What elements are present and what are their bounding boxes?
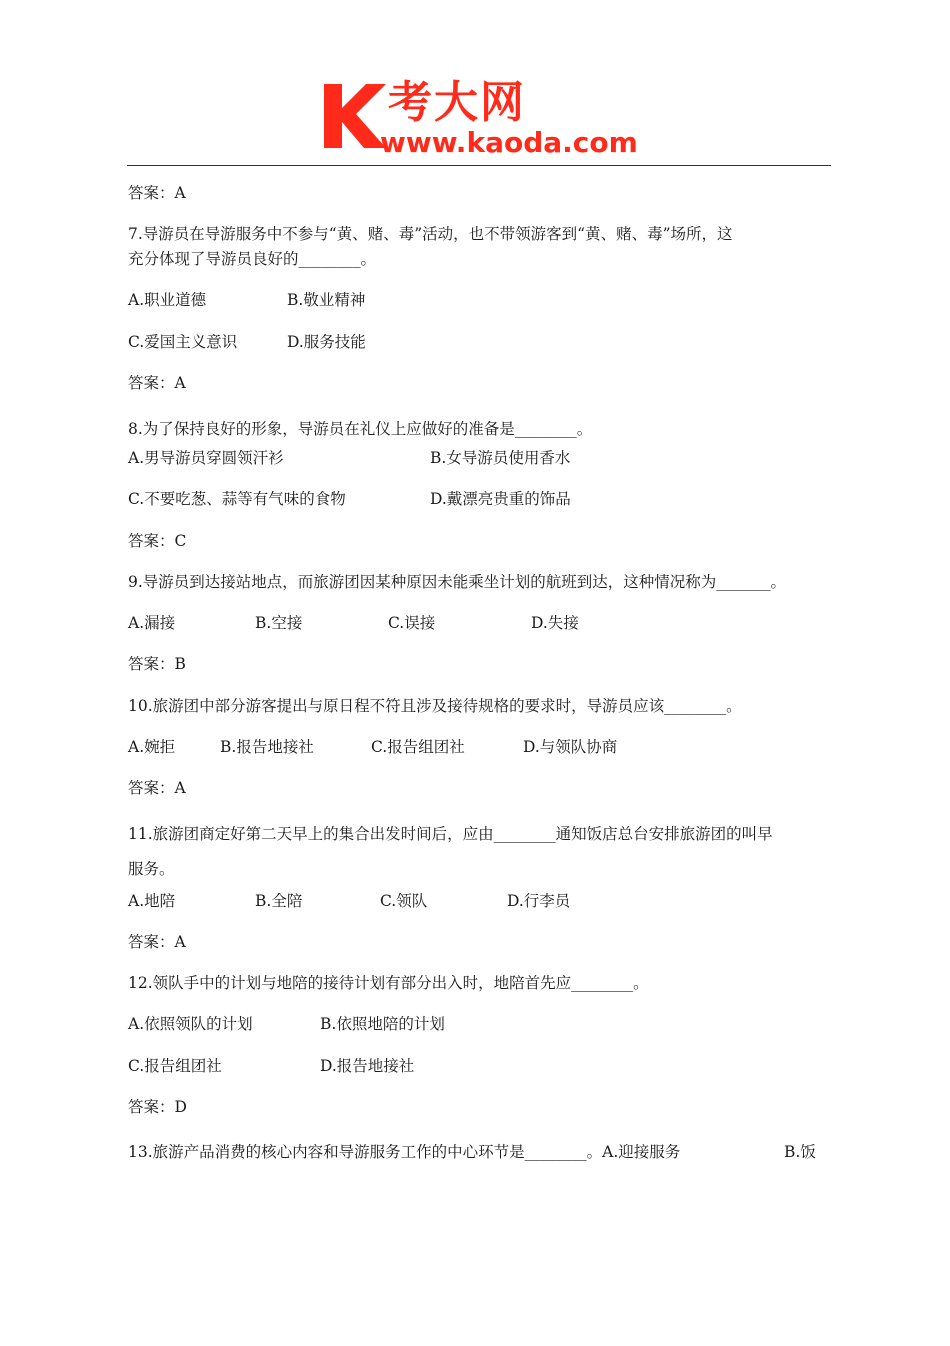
- q12-option-d: D.报告地接社: [320, 1057, 415, 1075]
- q7-line2: 充分体现了导游员良好的________。: [128, 250, 377, 268]
- q7-option-c: C.爱国主义意识: [128, 333, 238, 351]
- q13-option-b: B.饭: [784, 1143, 816, 1161]
- q12-option-c: C.报告组团社: [128, 1057, 222, 1075]
- q10-line1: 10.旅游团中部分游客提出与原日程不符且涉及接待规格的要求时，导游员应该________。: [128, 697, 742, 715]
- q11-option-a: A.地陪: [128, 892, 176, 910]
- q9-line1: 9.导游员到达接站地点，而旅游团因某种原因未能乘坐计划的航班到达，这种情况称为_______。: [128, 573, 787, 591]
- q8-option-d: D.戴漂亮贵重的饰品: [430, 490, 571, 508]
- q13-line1: 13.旅游产品消费的核心内容和导游服务工作的中心环节是________。A.迎接服务: [128, 1143, 681, 1161]
- answer-q6: 答案：A: [128, 184, 186, 202]
- q11-option-d: D.行李员: [507, 892, 571, 910]
- q8-option-c: C.不要吃葱、蒜等有气味的食物: [128, 490, 346, 508]
- q7-option-a: A.职业道德: [128, 291, 207, 309]
- answer-q8: 答案：C: [128, 532, 187, 550]
- header-divider: [127, 165, 831, 166]
- logo-chinese-text: 考大网: [388, 77, 526, 128]
- q7-line1: 7.导游员在导游服务中不参与“黄、赌、毒”活动，也不带领游客到“黄、赌、毒”场所，这: [128, 225, 733, 243]
- q12-option-a: A.依照领队的计划: [128, 1015, 253, 1033]
- q10-option-b: B.报告地接社: [220, 738, 314, 756]
- q11-option-b: B.全陪: [255, 892, 303, 910]
- answer-q10: 答案：A: [128, 779, 186, 797]
- q9-option-c: C.误接: [388, 614, 436, 632]
- q10-option-c: C.报告组团社: [371, 738, 465, 756]
- q12-option-b: B.依照地陪的计划: [320, 1015, 445, 1033]
- q9-option-b: B.空接: [255, 614, 303, 632]
- answer-q7: 答案：A: [128, 374, 186, 392]
- q11-line2: 服务。: [128, 860, 175, 878]
- kaoda-logo: [320, 78, 650, 160]
- logo-url-text: www.kaoda.com: [380, 126, 638, 159]
- q8-line1: 8.为了保持良好的形象，导游员在礼仪上应做好的准备是________。: [128, 420, 593, 438]
- q11-line1: 11.旅游团商定好第二天早上的集合出发时间后，应由________通知饭店总台安排旅游团的叫早: [128, 825, 773, 843]
- q12-line1: 12.领队手中的计划与地陪的接待计划有部分出入时，地陪首先应________。: [128, 974, 649, 992]
- answer-q9: 答案：B: [128, 655, 186, 673]
- answer-q12: 答案：D: [128, 1098, 187, 1116]
- q10-option-a: A.婉拒: [128, 738, 176, 756]
- q10-option-d: D.与领队协商: [523, 738, 618, 756]
- q9-option-d: D.失接: [531, 614, 579, 632]
- q11-option-c: C.领队: [380, 892, 428, 910]
- q9-option-a: A.漏接: [128, 614, 176, 632]
- q8-option-b: B.女导游员使用香水: [430, 449, 571, 467]
- q7-option-d: D.服务技能: [287, 333, 366, 351]
- answer-q11: 答案：A: [128, 933, 186, 951]
- q7-option-b: B.敬业精神: [287, 291, 366, 309]
- q8-option-a: A.男导游员穿圆领汗衫: [128, 449, 284, 467]
